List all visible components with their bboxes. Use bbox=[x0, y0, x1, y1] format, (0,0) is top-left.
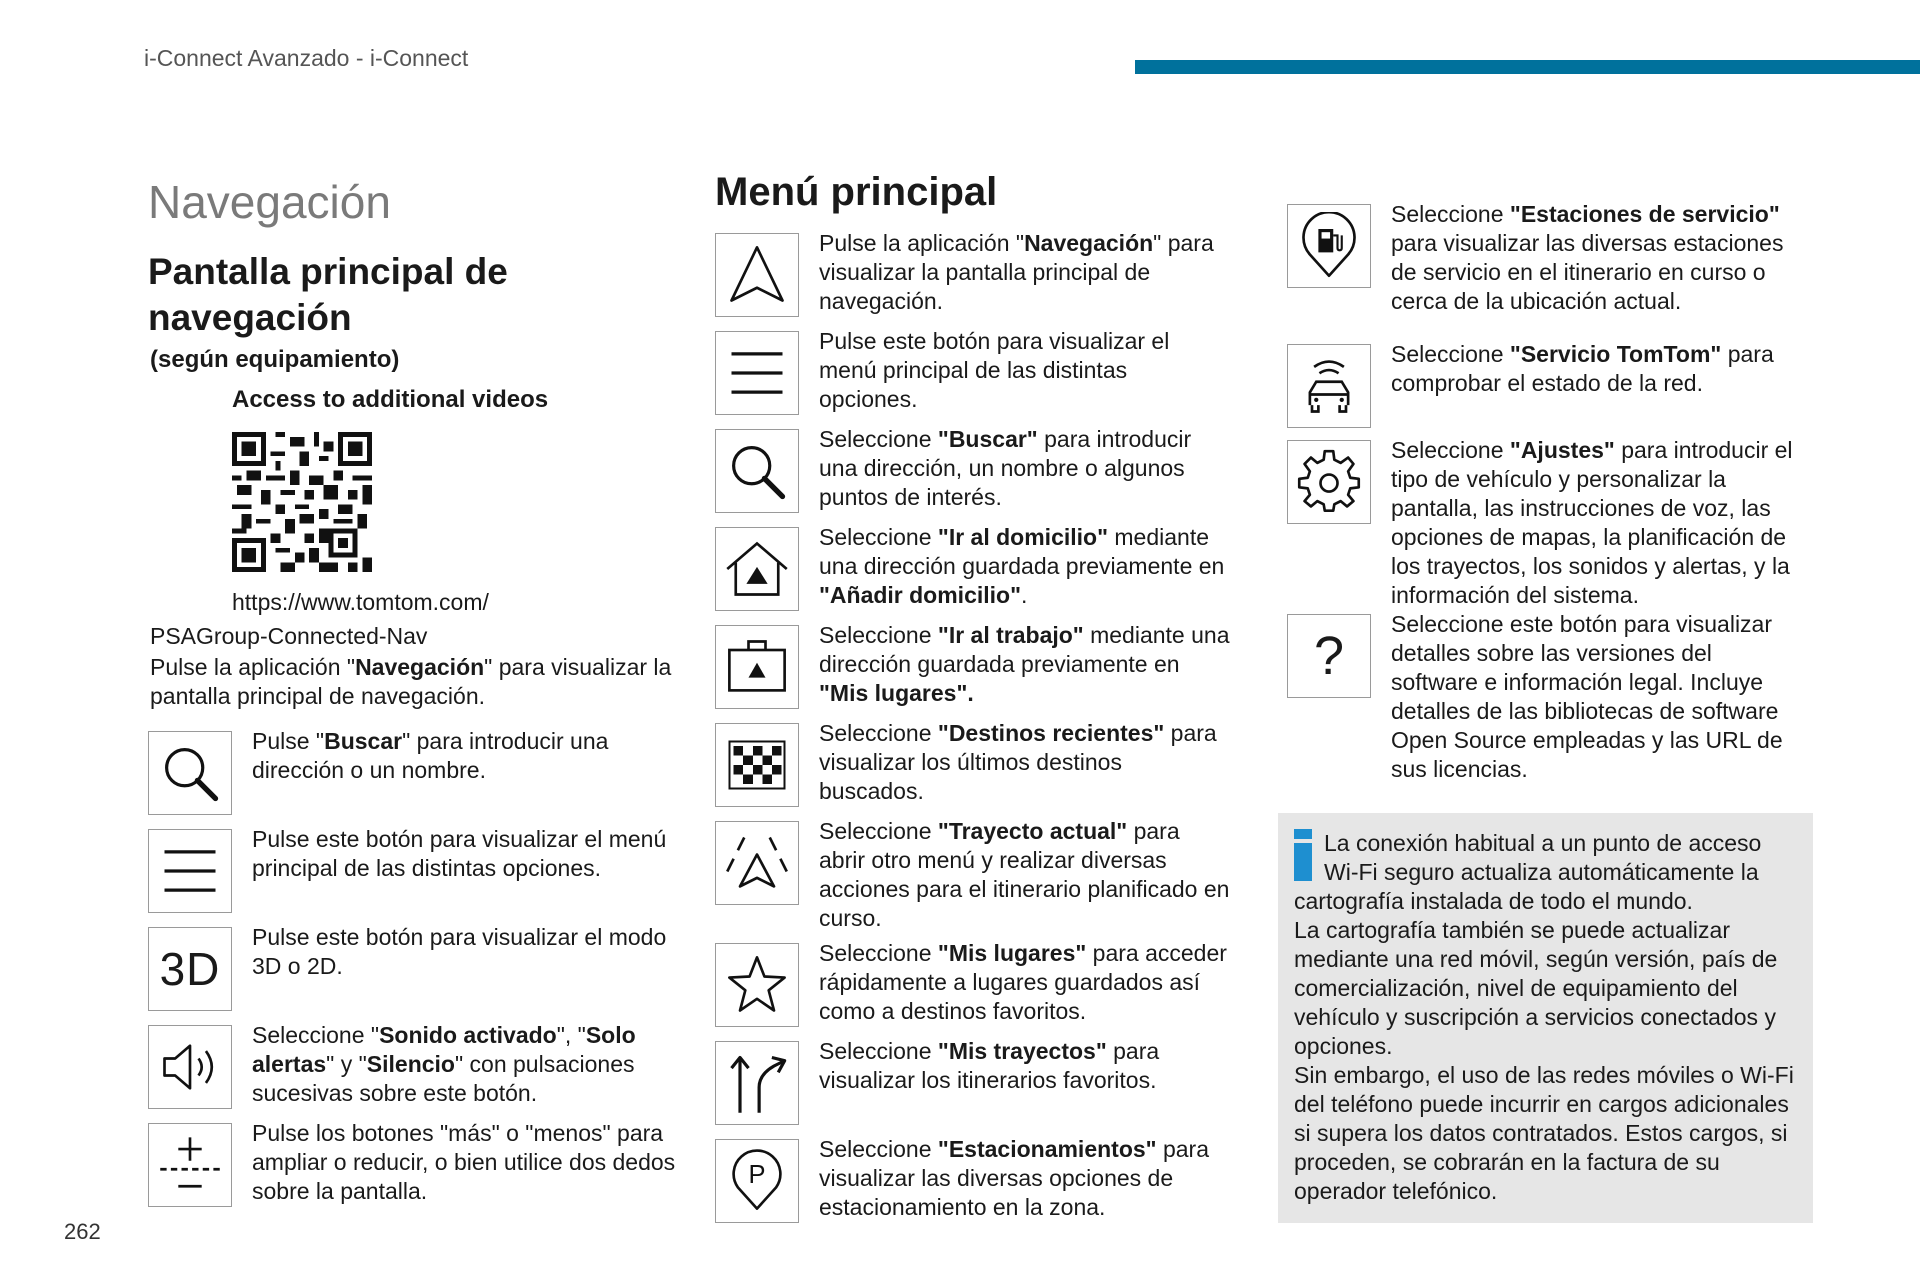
parking-icon[interactable] bbox=[715, 1139, 799, 1223]
list-item: Pulse la aplicación "Navegación" para visualizar la pantalla principal de navegación. bbox=[715, 229, 1230, 321]
list-item: P Seleccione "Estacionamientos" para visualizar las diversas opciones de estacionamiento en la zona. bbox=[715, 1135, 1230, 1227]
column-menu-continued bbox=[1287, 200, 1797, 784]
page-number: 262 bbox=[64, 1219, 101, 1244]
column-menu-principal bbox=[715, 170, 1230, 1227]
column-navegacion bbox=[148, 175, 693, 1211]
video-url-line1[interactable]: https://www.tomtom.com/ bbox=[232, 588, 489, 615]
list-item: Seleccione "Mis trayectos" para visualizar los itinerarios favoritos. bbox=[715, 1037, 1230, 1129]
subheading: (según equipamiento) bbox=[150, 345, 400, 373]
menu-icon[interactable] bbox=[148, 829, 232, 913]
note-paragraph-1: La conexión habitual a un punto de acceso Wi-Fi seguro actualiza automáticamente la cartografía instalada de todo el mundo. bbox=[1294, 830, 1762, 914]
list-item: Seleccione "Servicio TomTom" para comprobar el estado de la red. bbox=[1287, 340, 1797, 432]
list-item: 3D Pulse este botón para visualizar el modo 3D o 2D. bbox=[148, 923, 693, 1015]
section-title: Navegación bbox=[148, 176, 391, 228]
list-item: Pulse este botón para visualizar el menú principal de las distintas opciones. bbox=[148, 825, 693, 917]
video-url-line2[interactable]: PSAGroup-Connected-Nav bbox=[150, 622, 428, 649]
info-note bbox=[1278, 813, 1813, 1223]
breadcrumb: i-Connect Avanzado - i-Connect bbox=[144, 45, 469, 71]
info-icon bbox=[1294, 829, 1312, 881]
list-item: Seleccione "Destinos recientes" para visualizar los últimos destinos buscados. bbox=[715, 719, 1230, 811]
videos-label: Access to additional videos bbox=[232, 385, 549, 413]
zoom-plus-minus-icon[interactable] bbox=[148, 1123, 232, 1207]
checkered-flag-icon[interactable] bbox=[715, 723, 799, 807]
list-item: Pulse los botones "más" o "menos" para ampliar o reducir, o bien utilice dos dedos sobre la pantalla. bbox=[148, 1119, 693, 1211]
gear-icon[interactable] bbox=[1287, 440, 1371, 524]
star-icon[interactable] bbox=[715, 943, 799, 1027]
current-route-icon[interactable] bbox=[715, 821, 799, 905]
work-briefcase-icon[interactable] bbox=[715, 625, 799, 709]
search-icon[interactable] bbox=[715, 429, 799, 513]
speaker-icon[interactable] bbox=[148, 1025, 232, 1109]
list-item: Seleccione "Estaciones de servicio" para visualizar las diversas estaciones de servicio en el itinerario en curso o cerca de la ubicación actual. bbox=[1287, 200, 1797, 340]
fuel-station-icon[interactable] bbox=[1287, 204, 1371, 288]
header-accent-bar bbox=[1135, 60, 1920, 74]
home-icon[interactable] bbox=[715, 527, 799, 611]
list-item: Seleccione "Sonido activado", "Solo alertas" y "Silencio" con pulsaciones sucesivas sobre este botón. bbox=[148, 1021, 693, 1113]
list-item: Seleccione "Ir al trabajo" mediante una dirección guardada previamente en "Mis lugares". bbox=[715, 621, 1230, 713]
list-item: Seleccione "Buscar" para introducir una dirección, un nombre o algunos puntos de interés. bbox=[715, 425, 1230, 517]
navigation-arrow-icon[interactable] bbox=[715, 233, 799, 317]
search-icon[interactable] bbox=[148, 731, 232, 815]
page-heading: Pantalla principal de navegación bbox=[148, 251, 508, 339]
list-item: Pulse este botón para visualizar el menú principal de las distintas opciones. bbox=[715, 327, 1230, 419]
note-paragraph-2: La cartografía también se puede actualizar mediante una red móvil, según versión, país de comercialización, nivel de equipamiento del vehículo y suscripción a servicios conectados y opciones. bbox=[1294, 917, 1778, 1059]
list-item: Seleccione "Trayecto actual" para abrir otro menú y realizar diversas acciones para el itinerario planificado en curso. bbox=[715, 817, 1230, 933]
intro-text: Pulse la aplicación "Navegación" para visualizar la pantalla principal de navegación. bbox=[150, 653, 672, 709]
note-paragraph-3: Sin embargo, el uso de las redes móviles o Wi-Fi del teléfono puede incurrir en cargos adicionales si supera los datos contratados. Estos cargos, si proceden, se cobrarán en la factura de su operador telefónico. bbox=[1294, 1062, 1794, 1204]
menu-icon[interactable] bbox=[715, 331, 799, 415]
qr-code-icon[interactable] bbox=[232, 432, 372, 572]
question-icon[interactable]: ? bbox=[1287, 614, 1371, 698]
tomtom-service-icon[interactable] bbox=[1287, 344, 1371, 428]
list-item: Seleccione "Ir al domicilio" mediante una dirección guardada previamente en "Añadir domicilio". bbox=[715, 523, 1230, 615]
list-item: ? Seleccione este botón para visualizar detalles sobre las versiones del software e información legal. Incluye detalles de las bibliotecas de software Open Source empleadas y las URL de sus licencias. bbox=[1287, 610, 1797, 784]
routes-arrows-icon[interactable] bbox=[715, 1041, 799, 1125]
list-item: Pulse "Buscar" para introducir una dirección o un nombre. bbox=[148, 727, 693, 819]
svg-text:P: P bbox=[748, 1161, 766, 1190]
3d-icon[interactable]: 3D bbox=[148, 927, 232, 1011]
menu-heading: Menú principal bbox=[715, 170, 998, 214]
list-item: Seleccione "Ajustes" para introducir el tipo de vehículo y personalizar la pantalla, las instrucciones de voz, las opciones de mapas, la planificación de los trayectos, los sonidos y alertas, y la información del sistema. bbox=[1287, 436, 1797, 610]
list-item: Seleccione "Mis lugares" para acceder rápidamente a lugares guardados así como a destinos favoritos. bbox=[715, 939, 1230, 1031]
